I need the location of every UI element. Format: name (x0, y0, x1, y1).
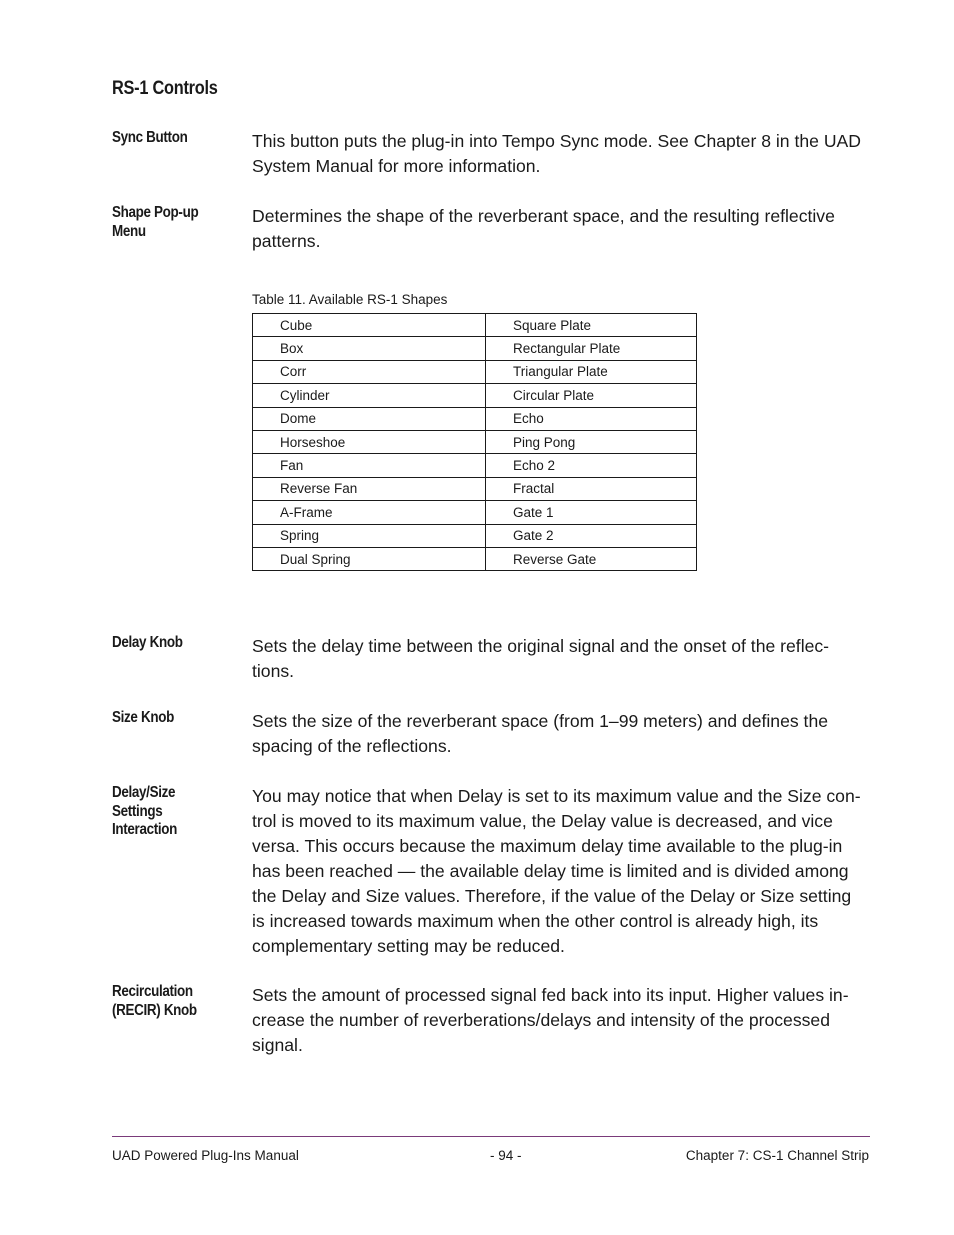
description-line: is increased towards maximum when the other control is already high, its (252, 911, 819, 931)
description-line: trol is moved to its maximum value, the Delay value is decreased, and vice (252, 811, 833, 831)
entry-term: Delay Knob (112, 634, 183, 651)
description-line: has been reached — the available delay time is limited and is divided among (252, 861, 849, 881)
shapes-table (252, 313, 697, 571)
footer-chapter: Chapter 7: CS-1 Channel Strip (685, 1148, 869, 1163)
description-line: spacing of the reflections. (252, 736, 452, 756)
description-line: tions. (252, 661, 295, 681)
description-line: crease the number of reverberations/delays and intensity of the processed (252, 1010, 830, 1030)
table-cell: Reverse Gate (486, 547, 697, 570)
entry-description (252, 634, 874, 684)
entry-term: Size Knob (112, 709, 174, 726)
table-cell: Reverse Fan (253, 477, 486, 500)
table-cell: Cube (253, 314, 486, 337)
description-line: versa. This occurs because the maximum delay time available to the plug-in (252, 836, 843, 856)
table-cell: Ping Pong (486, 430, 697, 453)
entry-description (252, 129, 874, 179)
table-row (253, 477, 697, 500)
table-row (253, 501, 697, 524)
table-row (253, 524, 697, 547)
table-row (253, 384, 697, 407)
table-cell: Echo 2 (486, 454, 697, 477)
entry-term: Delay/Size Settings Interaction (112, 784, 178, 838)
table-cell: Triangular Plate (486, 360, 697, 383)
table-cell: Fractal (486, 477, 697, 500)
description-line: Sets the delay time between the original signal and the onset of the reflec- (252, 636, 830, 656)
table-row (253, 337, 697, 360)
footer-manual-title: UAD Powered Plug-Ins Manual (112, 1148, 299, 1163)
section-title: RS-1 Controls (112, 78, 218, 99)
footer-rule (112, 1136, 870, 1137)
table-caption: Table 11. Available RS-1 Shapes (252, 292, 448, 307)
entry-term: Shape Pop-up Menu (112, 204, 199, 240)
table-cell: Dual Spring (253, 547, 486, 570)
description-line: signal. (252, 1035, 303, 1055)
entry-description (252, 983, 874, 1058)
table-cell: Echo (486, 407, 697, 430)
description-line: Determines the shape of the reverberant space, and the resulting reflective (252, 206, 835, 226)
description-line: Sets the size of the reverberant space (from 1–99 meters) and defines the (252, 711, 829, 731)
table-row (253, 430, 697, 453)
description-line: You may notice that when Delay is set to its maximum value and the Size con- (252, 786, 861, 806)
entry-description (252, 204, 874, 254)
table-cell: Box (253, 337, 486, 360)
entry-term: Sync Button (112, 129, 188, 146)
table-cell: Cylinder (253, 384, 486, 407)
table-cell: Square Plate (486, 314, 697, 337)
description-line: the Delay and Size values. Therefore, if the value of the Delay or Size setting (252, 886, 852, 906)
description-line: patterns. (252, 231, 321, 251)
description-line: complementary setting may be reduced. (252, 936, 565, 956)
table-row (253, 407, 697, 430)
footer-page-number: - 94 - (490, 1148, 522, 1163)
table-row (253, 360, 697, 383)
table-cell: A-Frame (253, 501, 486, 524)
table-cell: Gate 1 (486, 501, 697, 524)
table-cell: Dome (253, 407, 486, 430)
table-row (253, 454, 697, 477)
entry-description (252, 784, 874, 959)
table-cell: Gate 2 (486, 524, 697, 547)
table-cell: Rectangular Plate (486, 337, 697, 360)
table-cell: Fan (253, 454, 486, 477)
table-row (253, 547, 697, 570)
table-cell: Circular Plate (486, 384, 697, 407)
table-row (253, 314, 697, 337)
entry-term: Recirculation (RECIR) Knob (112, 983, 197, 1019)
table-cell: Corr (253, 360, 486, 383)
description-line: Sets the amount of processed signal fed back into its input. Higher values in- (252, 985, 849, 1005)
table-cell: Spring (253, 524, 486, 547)
description-line: System Manual for more information. (252, 156, 541, 176)
entry-description (252, 709, 874, 759)
description-line: This button puts the plug-in into Tempo Sync mode. See Chapter 8 in the UAD (252, 131, 861, 151)
table-cell: Horseshoe (253, 430, 486, 453)
